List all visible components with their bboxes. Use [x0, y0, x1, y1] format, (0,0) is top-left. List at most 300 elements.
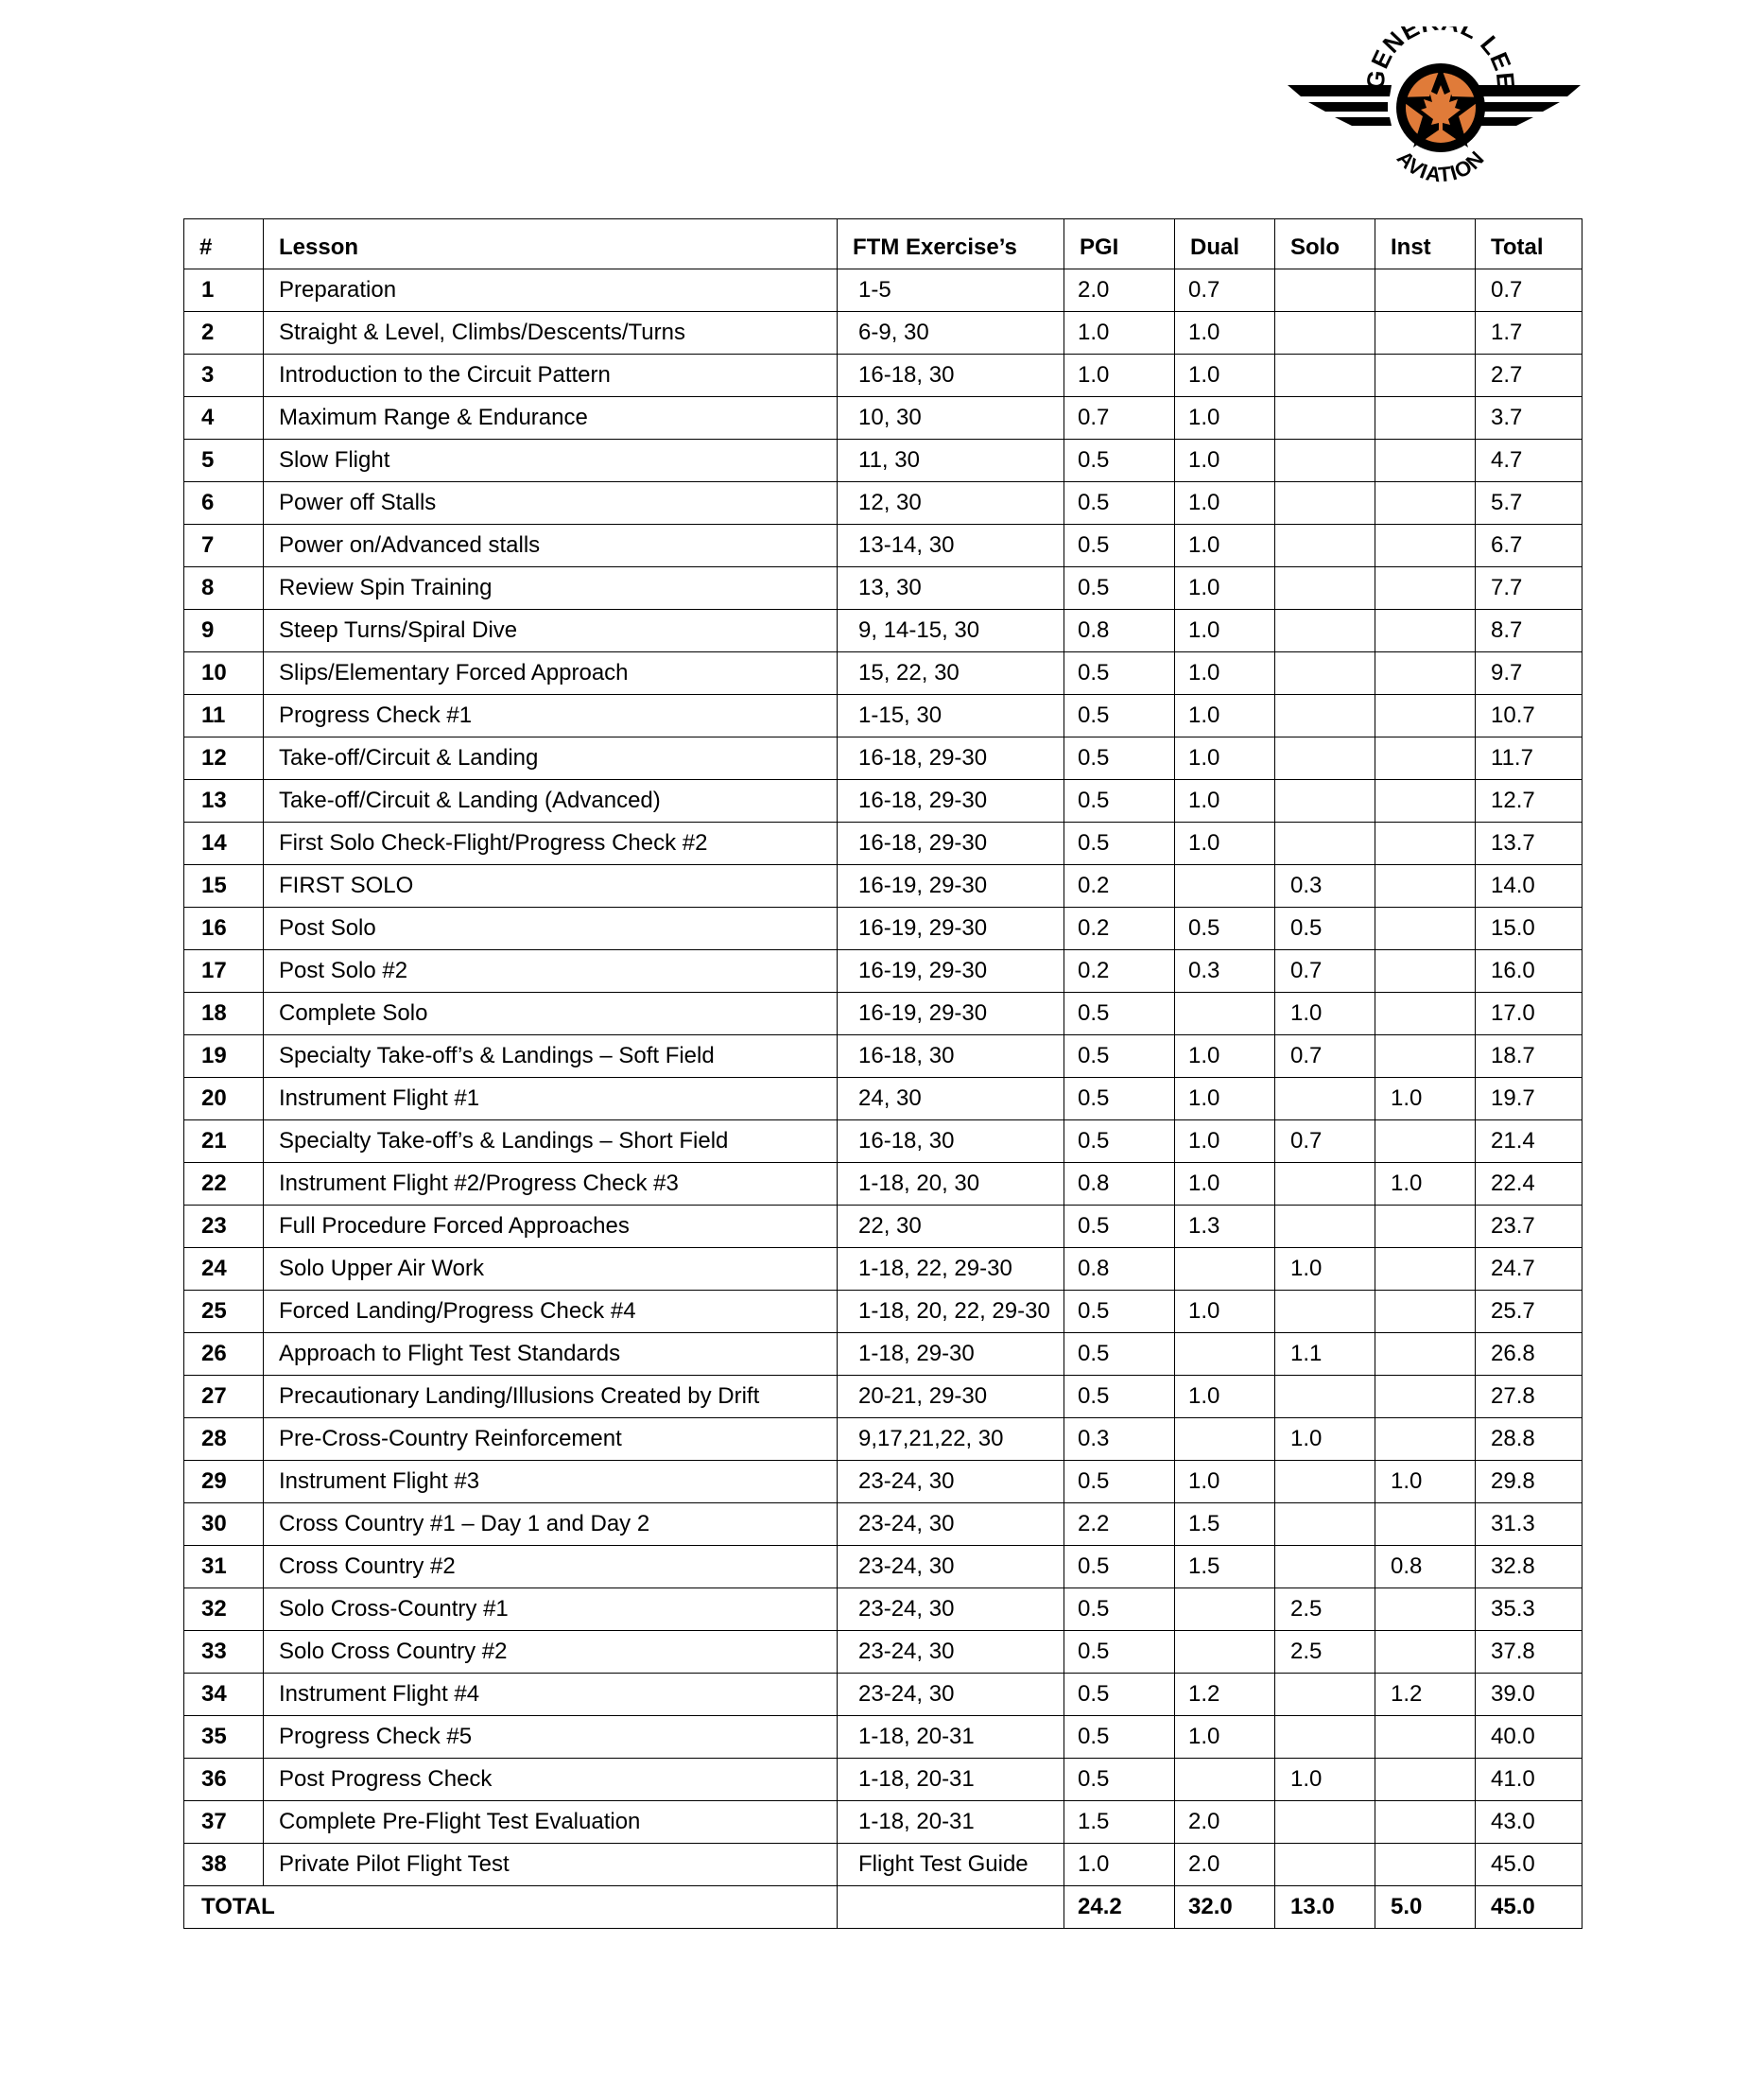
cell-ftm-exercises: 24, 30	[838, 1078, 1064, 1120]
table-row	[184, 908, 1582, 950]
cell-solo	[1275, 440, 1375, 482]
cell-ftm-exercises: 22, 30	[838, 1206, 1064, 1248]
cell-pgi: 0.5	[1064, 1674, 1175, 1716]
cell-lesson: Slips/Elementary Forced Approach	[264, 652, 838, 695]
cell-ftm-exercises: 9, 14-15, 30	[838, 610, 1064, 652]
cell-dual: 1.5	[1175, 1546, 1275, 1588]
table-row	[184, 1674, 1582, 1716]
cell-dual: 1.0	[1175, 610, 1275, 652]
cell-ftm-exercises: Flight Test Guide	[838, 1844, 1064, 1886]
cell-total: 39.0	[1476, 1674, 1582, 1716]
cell-num: 36	[184, 1759, 264, 1801]
cell-solo	[1275, 567, 1375, 610]
cell-solo	[1275, 397, 1375, 440]
cell-lesson: Preparation	[264, 269, 838, 312]
cell-ftm-exercises: 23-24, 30	[838, 1674, 1064, 1716]
cell-dual: 0.3	[1175, 950, 1275, 993]
totals-solo: 13.0	[1275, 1886, 1375, 1929]
cell-ftm-exercises: 15, 22, 30	[838, 652, 1064, 695]
cell-lesson: Progress Check #5	[264, 1716, 838, 1759]
cell-dual	[1175, 993, 1275, 1035]
cell-num: 1	[184, 269, 264, 312]
cell-total: 25.7	[1476, 1291, 1582, 1333]
cell-lesson: Full Procedure Forced Approaches	[264, 1206, 838, 1248]
cell-solo	[1275, 1546, 1375, 1588]
cell-total: 23.7	[1476, 1206, 1582, 1248]
cell-inst	[1375, 1333, 1476, 1376]
cell-lesson: Instrument Flight #3	[264, 1461, 838, 1503]
cell-ftm-exercises: 11, 30	[838, 440, 1064, 482]
cell-total: 29.8	[1476, 1461, 1582, 1503]
cell-pgi: 0.5	[1064, 1588, 1175, 1631]
cell-num: 28	[184, 1418, 264, 1461]
table-row	[184, 1248, 1582, 1291]
cell-num: 3	[184, 355, 264, 397]
cell-pgi: 0.5	[1064, 1759, 1175, 1801]
header-num: #	[184, 219, 264, 269]
cell-pgi: 0.3	[1064, 1418, 1175, 1461]
table-row	[184, 610, 1582, 652]
svg-text:AVIATION: AVIATION	[1392, 146, 1490, 187]
totals-dual: 32.0	[1175, 1886, 1275, 1929]
cell-inst	[1375, 823, 1476, 865]
cell-total: 35.3	[1476, 1588, 1582, 1631]
cell-total: 8.7	[1476, 610, 1582, 652]
cell-inst	[1375, 695, 1476, 737]
cell-ftm-exercises: 16-19, 29-30	[838, 950, 1064, 993]
cell-pgi: 2.0	[1064, 269, 1175, 312]
cell-dual	[1175, 1759, 1275, 1801]
cell-total: 14.0	[1476, 865, 1582, 908]
cell-pgi: 0.5	[1064, 482, 1175, 525]
cell-inst: 0.8	[1375, 1546, 1476, 1588]
table-row	[184, 652, 1582, 695]
cell-dual: 1.0	[1175, 1078, 1275, 1120]
cell-dual: 1.0	[1175, 397, 1275, 440]
cell-dual: 1.0	[1175, 780, 1275, 823]
cell-pgi: 1.0	[1064, 355, 1175, 397]
totals-pgi: 24.2	[1064, 1886, 1175, 1929]
cell-num: 37	[184, 1801, 264, 1844]
cell-total: 43.0	[1476, 1801, 1582, 1844]
cell-ftm-exercises: 23-24, 30	[838, 1546, 1064, 1588]
table-row	[184, 1418, 1582, 1461]
cell-lesson: Complete Solo	[264, 993, 838, 1035]
cell-num: 33	[184, 1631, 264, 1674]
cell-pgi: 0.5	[1064, 652, 1175, 695]
cell-solo	[1275, 1078, 1375, 1120]
table-row	[184, 1078, 1582, 1120]
cell-dual: 1.0	[1175, 652, 1275, 695]
cell-dual: 2.0	[1175, 1801, 1275, 1844]
cell-total: 28.8	[1476, 1418, 1582, 1461]
cell-inst	[1375, 1759, 1476, 1801]
cell-inst	[1375, 780, 1476, 823]
cell-inst	[1375, 865, 1476, 908]
cell-ftm-exercises: 16-18, 29-30	[838, 823, 1064, 865]
cell-ftm-exercises: 9,17,21,22, 30	[838, 1418, 1064, 1461]
cell-lesson: Forced Landing/Progress Check #4	[264, 1291, 838, 1333]
cell-lesson: Solo Upper Air Work	[264, 1248, 838, 1291]
cell-total: 4.7	[1476, 440, 1582, 482]
cell-inst	[1375, 1376, 1476, 1418]
cell-dual: 1.2	[1175, 1674, 1275, 1716]
cell-solo	[1275, 695, 1375, 737]
header-dual: Dual	[1175, 219, 1275, 269]
cell-pgi: 0.5	[1064, 695, 1175, 737]
lesson-table-container	[183, 218, 1582, 1929]
cell-ftm-exercises: 16-18, 29-30	[838, 780, 1064, 823]
cell-solo: 0.7	[1275, 1120, 1375, 1163]
cell-inst	[1375, 610, 1476, 652]
cell-dual	[1175, 1418, 1275, 1461]
cell-ftm-exercises: 1-18, 20-31	[838, 1801, 1064, 1844]
cell-total: 13.7	[1476, 823, 1582, 865]
cell-solo	[1275, 1716, 1375, 1759]
cell-pgi: 0.5	[1064, 1461, 1175, 1503]
cell-inst: 1.0	[1375, 1461, 1476, 1503]
cell-pgi: 0.5	[1064, 1206, 1175, 1248]
table-row	[184, 1801, 1582, 1844]
cell-ftm-exercises: 16-19, 29-30	[838, 865, 1064, 908]
cell-total: 9.7	[1476, 652, 1582, 695]
cell-inst	[1375, 1844, 1476, 1886]
cell-num: 15	[184, 865, 264, 908]
cell-lesson: First Solo Check-Flight/Progress Check #2	[264, 823, 838, 865]
cell-pgi: 0.2	[1064, 908, 1175, 950]
table-row	[184, 269, 1582, 312]
header-solo: Solo	[1275, 219, 1375, 269]
cell-num: 29	[184, 1461, 264, 1503]
cell-num: 21	[184, 1120, 264, 1163]
cell-lesson: Solo Cross-Country #1	[264, 1588, 838, 1631]
cell-pgi: 0.5	[1064, 1376, 1175, 1418]
cell-total: 32.8	[1476, 1546, 1582, 1588]
lesson-table-body	[184, 269, 1582, 1886]
cell-dual: 1.0	[1175, 440, 1275, 482]
cell-inst: 1.0	[1375, 1078, 1476, 1120]
cell-num: 13	[184, 780, 264, 823]
cell-pgi: 0.5	[1064, 737, 1175, 780]
table-row	[184, 780, 1582, 823]
cell-pgi: 0.5	[1064, 525, 1175, 567]
cell-dual: 1.3	[1175, 1206, 1275, 1248]
cell-dual	[1175, 1631, 1275, 1674]
cell-lesson: Post Solo #2	[264, 950, 838, 993]
cell-dual: 1.0	[1175, 1163, 1275, 1206]
totals-inst: 5.0	[1375, 1886, 1476, 1929]
cell-lesson: Solo Cross Country #2	[264, 1631, 838, 1674]
cell-pgi: 0.5	[1064, 440, 1175, 482]
cell-num: 11	[184, 695, 264, 737]
cell-inst	[1375, 1631, 1476, 1674]
table-row	[184, 695, 1582, 737]
cell-num: 35	[184, 1716, 264, 1759]
cell-num: 14	[184, 823, 264, 865]
table-row	[184, 1716, 1582, 1759]
cell-ftm-exercises: 16-19, 29-30	[838, 993, 1064, 1035]
cell-inst	[1375, 1801, 1476, 1844]
cell-lesson: Straight & Level, Climbs/Descents/Turns	[264, 312, 838, 355]
table-row	[184, 482, 1582, 525]
cell-lesson: Instrument Flight #2/Progress Check #3	[264, 1163, 838, 1206]
cell-num: 34	[184, 1674, 264, 1716]
cell-dual: 0.7	[1175, 269, 1275, 312]
cell-solo: 1.0	[1275, 1759, 1375, 1801]
cell-inst	[1375, 950, 1476, 993]
table-row	[184, 1333, 1582, 1376]
cell-total: 22.4	[1476, 1163, 1582, 1206]
cell-lesson: Progress Check #1	[264, 695, 838, 737]
cell-dual: 1.0	[1175, 1291, 1275, 1333]
cell-dual: 1.0	[1175, 737, 1275, 780]
cell-num: 38	[184, 1844, 264, 1886]
cell-solo	[1275, 780, 1375, 823]
cell-solo	[1275, 355, 1375, 397]
cell-lesson: Complete Pre-Flight Test Evaluation	[264, 1801, 838, 1844]
cell-pgi: 0.7	[1064, 397, 1175, 440]
cell-lesson: Cross Country #2	[264, 1546, 838, 1588]
table-row	[184, 1206, 1582, 1248]
cell-solo	[1275, 1291, 1375, 1333]
cell-inst: 1.0	[1375, 1163, 1476, 1206]
cell-total: 0.7	[1476, 269, 1582, 312]
cell-solo	[1275, 610, 1375, 652]
table-row	[184, 525, 1582, 567]
cell-solo: 2.5	[1275, 1631, 1375, 1674]
table-row	[184, 823, 1582, 865]
cell-solo	[1275, 1376, 1375, 1418]
table-row	[184, 737, 1582, 780]
cell-solo: 0.5	[1275, 908, 1375, 950]
cell-num: 27	[184, 1376, 264, 1418]
cell-ftm-exercises: 1-18, 20, 30	[838, 1163, 1064, 1206]
cell-lesson: Post Progress Check	[264, 1759, 838, 1801]
cell-inst	[1375, 1120, 1476, 1163]
cell-dual: 1.0	[1175, 1376, 1275, 1418]
cell-ftm-exercises: 23-24, 30	[838, 1503, 1064, 1546]
cell-inst	[1375, 1206, 1476, 1248]
cell-num: 12	[184, 737, 264, 780]
cell-num: 23	[184, 1206, 264, 1248]
cell-inst	[1375, 1588, 1476, 1631]
cell-pgi: 0.5	[1064, 1291, 1175, 1333]
cell-pgi: 0.8	[1064, 1163, 1175, 1206]
cell-ftm-exercises: 1-18, 20-31	[838, 1759, 1064, 1801]
cell-num: 22	[184, 1163, 264, 1206]
cell-solo: 0.7	[1275, 950, 1375, 993]
cell-pgi: 0.5	[1064, 1546, 1175, 1588]
cell-solo: 0.3	[1275, 865, 1375, 908]
cell-pgi: 0.5	[1064, 823, 1175, 865]
totals-ftm	[838, 1886, 1064, 1929]
cell-lesson: Steep Turns/Spiral Dive	[264, 610, 838, 652]
cell-inst	[1375, 567, 1476, 610]
cell-num: 30	[184, 1503, 264, 1546]
cell-lesson: Private Pilot Flight Test	[264, 1844, 838, 1886]
cell-inst	[1375, 397, 1476, 440]
cell-num: 6	[184, 482, 264, 525]
cell-lesson: Post Solo	[264, 908, 838, 950]
cell-num: 20	[184, 1078, 264, 1120]
cell-solo: 1.0	[1275, 1248, 1375, 1291]
cell-pgi: 0.5	[1064, 780, 1175, 823]
cell-solo	[1275, 823, 1375, 865]
cell-inst	[1375, 525, 1476, 567]
cell-ftm-exercises: 23-24, 30	[838, 1631, 1064, 1674]
cell-solo	[1275, 1206, 1375, 1248]
cell-pgi: 0.5	[1064, 1631, 1175, 1674]
cell-total: 41.0	[1476, 1759, 1582, 1801]
cell-lesson: Introduction to the Circuit Pattern	[264, 355, 838, 397]
cell-dual: 1.0	[1175, 1035, 1275, 1078]
cell-solo: 1.0	[1275, 1418, 1375, 1461]
cell-ftm-exercises: 13, 30	[838, 567, 1064, 610]
cell-total: 18.7	[1476, 1035, 1582, 1078]
table-row	[184, 1588, 1582, 1631]
cell-ftm-exercises: 6-9, 30	[838, 312, 1064, 355]
cell-total: 3.7	[1476, 397, 1582, 440]
cell-inst	[1375, 737, 1476, 780]
cell-inst	[1375, 440, 1476, 482]
cell-dual: 1.0	[1175, 567, 1275, 610]
cell-num: 5	[184, 440, 264, 482]
cell-inst	[1375, 908, 1476, 950]
cell-ftm-exercises: 1-15, 30	[838, 695, 1064, 737]
cell-dual: 0.5	[1175, 908, 1275, 950]
cell-solo	[1275, 737, 1375, 780]
table-row	[184, 1163, 1582, 1206]
cell-dual: 1.0	[1175, 355, 1275, 397]
table-row	[184, 865, 1582, 908]
cell-inst	[1375, 1291, 1476, 1333]
cell-dual: 1.0	[1175, 1716, 1275, 1759]
table-header-row	[184, 219, 1582, 269]
table-row	[184, 1035, 1582, 1078]
cell-solo: 0.7	[1275, 1035, 1375, 1078]
cell-pgi: 0.5	[1064, 1035, 1175, 1078]
cell-inst	[1375, 1503, 1476, 1546]
table-row	[184, 1376, 1582, 1418]
cell-inst: 1.2	[1375, 1674, 1476, 1716]
cell-ftm-exercises: 1-18, 20, 22, 29-30	[838, 1291, 1064, 1333]
cell-total: 15.0	[1476, 908, 1582, 950]
svg-text:GENERAL LEE: GENE L LEE	[1360, 26, 1521, 92]
cell-solo	[1275, 1461, 1375, 1503]
cell-dual: 2.0	[1175, 1844, 1275, 1886]
cell-ftm-exercises: 23-24, 30	[838, 1461, 1064, 1503]
cell-inst	[1375, 993, 1476, 1035]
cell-dual	[1175, 1333, 1275, 1376]
cell-dual	[1175, 1588, 1275, 1631]
cell-num: 4	[184, 397, 264, 440]
cell-ftm-exercises: 16-18, 29-30	[838, 737, 1064, 780]
cell-solo	[1275, 1674, 1375, 1716]
cell-pgi: 0.5	[1064, 1333, 1175, 1376]
cell-lesson: Specialty Take-off’s & Landings – Soft Field	[264, 1035, 838, 1078]
table-row	[184, 312, 1582, 355]
cell-total: 10.7	[1476, 695, 1582, 737]
cell-solo	[1275, 1844, 1375, 1886]
cell-num: 16	[184, 908, 264, 950]
cell-lesson: Precautionary Landing/Illusions Created by Drift	[264, 1376, 838, 1418]
cell-dual: 1.0	[1175, 312, 1275, 355]
cell-solo	[1275, 1163, 1375, 1206]
cell-pgi: 0.5	[1064, 1716, 1175, 1759]
cell-pgi: 2.2	[1064, 1503, 1175, 1546]
cell-pgi: 0.2	[1064, 950, 1175, 993]
cell-ftm-exercises: 1-18, 20-31	[838, 1716, 1064, 1759]
cell-total: 26.8	[1476, 1333, 1582, 1376]
cell-solo	[1275, 482, 1375, 525]
cell-ftm-exercises: 16-18, 30	[838, 1120, 1064, 1163]
cell-pgi: 1.0	[1064, 1844, 1175, 1886]
table-row	[184, 1291, 1582, 1333]
cell-pgi: 0.8	[1064, 1248, 1175, 1291]
cell-dual	[1175, 865, 1275, 908]
table-row	[184, 993, 1582, 1035]
cell-lesson: Instrument Flight #1	[264, 1078, 838, 1120]
cell-num: 25	[184, 1291, 264, 1333]
cell-inst	[1375, 355, 1476, 397]
cell-pgi: 0.8	[1064, 610, 1175, 652]
cell-num: 9	[184, 610, 264, 652]
cell-ftm-exercises: 20-21, 29-30	[838, 1376, 1064, 1418]
cell-num: 19	[184, 1035, 264, 1078]
cell-solo	[1275, 312, 1375, 355]
cell-inst	[1375, 652, 1476, 695]
cell-solo	[1275, 525, 1375, 567]
cell-inst	[1375, 312, 1476, 355]
cell-solo	[1275, 1801, 1375, 1844]
cell-num: 17	[184, 950, 264, 993]
cell-solo: 1.0	[1275, 993, 1375, 1035]
cell-lesson: Power on/Advanced stalls	[264, 525, 838, 567]
cell-num: 31	[184, 1546, 264, 1588]
cell-total: 19.7	[1476, 1078, 1582, 1120]
cell-total: 1.7	[1476, 312, 1582, 355]
cell-ftm-exercises: 13-14, 30	[838, 525, 1064, 567]
cell-inst	[1375, 1716, 1476, 1759]
cell-num: 10	[184, 652, 264, 695]
cell-solo	[1275, 652, 1375, 695]
cell-pgi: 0.5	[1064, 567, 1175, 610]
cell-solo	[1275, 1503, 1375, 1546]
cell-lesson: FIRST SOLO	[264, 865, 838, 908]
cell-ftm-exercises: 23-24, 30	[838, 1588, 1064, 1631]
table-row	[184, 355, 1582, 397]
cell-num: 8	[184, 567, 264, 610]
cell-total: 21.4	[1476, 1120, 1582, 1163]
cell-dual	[1175, 1248, 1275, 1291]
cell-inst	[1375, 1035, 1476, 1078]
cell-ftm-exercises: 1-18, 29-30	[838, 1333, 1064, 1376]
cell-lesson: Pre-Cross-Country Reinforcement	[264, 1418, 838, 1461]
cell-total: 16.0	[1476, 950, 1582, 993]
lesson-table	[183, 218, 1582, 1929]
cell-pgi: 0.5	[1064, 1078, 1175, 1120]
cell-pgi: 1.5	[1064, 1801, 1175, 1844]
cell-total: 17.0	[1476, 993, 1582, 1035]
logo-graphic	[1288, 26, 1581, 193]
cell-solo: 1.1	[1275, 1333, 1375, 1376]
cell-total: 2.7	[1476, 355, 1582, 397]
cell-lesson: Review Spin Training	[264, 567, 838, 610]
cell-lesson: Approach to Flight Test Standards	[264, 1333, 838, 1376]
cell-dual: 1.0	[1175, 482, 1275, 525]
cell-num: 7	[184, 525, 264, 567]
cell-ftm-exercises: 1-5	[838, 269, 1064, 312]
